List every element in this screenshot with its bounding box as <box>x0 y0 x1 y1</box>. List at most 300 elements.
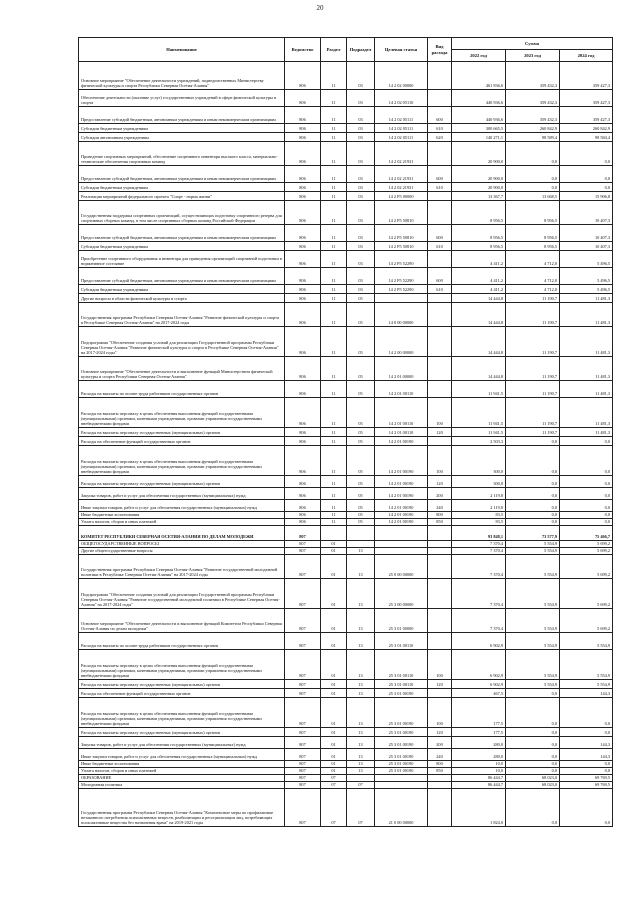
table-row <box>79 548 613 555</box>
row-sum-2022: 177,5 <box>452 698 506 728</box>
row-section: 11 <box>321 107 347 124</box>
row-sum-2024: 260 842,9 <box>560 124 613 133</box>
row-sum-2023: 8 956,5 <box>506 201 560 225</box>
row-sum-2023: 0,0 <box>506 488 560 500</box>
row-sum-2024: 5 496,5 <box>560 268 613 285</box>
table-row <box>79 689 613 698</box>
row-expense-type <box>428 327 452 357</box>
row-sum-2022: 83,5 <box>452 519 506 526</box>
table-row <box>79 775 613 782</box>
table-row <box>79 90 613 107</box>
row-sum-2023: 11 190,7 <box>506 327 560 357</box>
row-ministry: 806 <box>285 428 321 437</box>
row-subsection: 13 <box>347 761 375 768</box>
row-ministry: 806 <box>285 294 321 303</box>
row-expense-type: 600 <box>428 107 452 124</box>
row-target-article: 25 3 01 00190 <box>375 768 428 775</box>
row-subsection: 03 <box>347 183 375 192</box>
table-row <box>79 398 613 428</box>
table-row <box>79 526 613 541</box>
row-subsection: 05 <box>347 381 375 398</box>
row-subsection: 05 <box>347 476 375 488</box>
row-sum-2024: 0,0 <box>560 761 613 768</box>
row-target-article: 14 2 02 05111 <box>375 124 428 133</box>
row-target-article: 14 2 02 21931 <box>375 166 428 183</box>
table-row <box>79 381 613 398</box>
row-subsection <box>347 526 375 541</box>
row-sum-2024: 0,0 <box>560 142 613 166</box>
row-target-article: 14 2 01 00190 <box>375 437 428 446</box>
row-target-article: 14 2 P5 50810 <box>375 201 428 225</box>
row-section: 11 <box>321 381 347 398</box>
table-header <box>79 38 613 62</box>
row-section: 01 <box>321 761 347 768</box>
row-sum-2022: 11 941,5 <box>452 381 506 398</box>
row-sum-2022: 2 503,3 <box>452 437 506 446</box>
table-row <box>79 512 613 519</box>
row-subsection: 13 <box>347 609 375 633</box>
row-ministry: 807 <box>285 680 321 689</box>
table-row <box>79 633 613 650</box>
row-sum-2024: 5 699,2 <box>560 541 613 548</box>
row-target-article <box>375 526 428 541</box>
row-subsection: 13 <box>347 728 375 737</box>
row-sum-2023: 5 554,9 <box>506 633 560 650</box>
row-sum-2022: 93 848,1 <box>452 526 506 541</box>
row-expense-type: 800 <box>428 761 452 768</box>
table-row <box>79 737 613 749</box>
row-section: 11 <box>321 428 347 437</box>
row-target-article: 14 2 01 00190 <box>375 512 428 519</box>
row-sum-2023: 68 023,0 <box>506 775 560 782</box>
row-section: 11 <box>321 285 347 294</box>
row-subsection: 03 <box>347 225 375 242</box>
row-section: 11 <box>321 251 347 268</box>
row-sum-2024: 10 407,3 <box>560 225 613 242</box>
row-sum-2024: 10 407,3 <box>560 242 613 251</box>
row-ministry: 806 <box>285 268 321 285</box>
row-ministry: 806 <box>285 357 321 381</box>
row-subsection: 05 <box>347 488 375 500</box>
row-target-article: 14 2 02 21931 <box>375 142 428 166</box>
row-name: Расходы на выплаты персоналу в целях обеспечения выполнения функций государственными (муниципальными) органами, казенными учреждениями, органами управления государственными внебюджетными фондами <box>79 398 285 428</box>
table-row <box>79 124 613 133</box>
header-year-2024: 2024 год <box>560 50 613 62</box>
row-sum-2022: 8 956,5 <box>452 242 506 251</box>
header-name: Наименование <box>79 38 285 62</box>
row-sum-2024: 5 699,2 <box>560 548 613 555</box>
row-target-article: 14 2 02 05110 <box>375 90 428 107</box>
row-sum-2023: 68 023,0 <box>506 782 560 789</box>
row-target-article: 14 2 01 00190 <box>375 476 428 488</box>
row-sum-2023: 359 432,3 <box>506 62 560 90</box>
row-section: 11 <box>321 201 347 225</box>
table-row <box>79 268 613 285</box>
row-sum-2022: 4 411,2 <box>452 251 506 268</box>
row-name: Другие общегосударственные вопросы <box>79 548 285 555</box>
row-expense-type: 800 <box>428 512 452 519</box>
row-expense-type <box>428 251 452 268</box>
row-expense-type: 600 <box>428 268 452 285</box>
row-sum-2022: 1 824,0 <box>452 789 506 827</box>
row-subsection: 03 <box>347 242 375 251</box>
row-section: 11 <box>321 62 347 90</box>
row-target-article: 14 2 01 00190 <box>375 519 428 526</box>
row-name: Расходы на выплаты по оплате труда работников государственных органов <box>79 381 285 398</box>
row-name: Подпрограмма "Обеспечение создания условий для реализации Государственной программы Республики Северная Осетия-Алания "Развитие государственной молодежной политики в Республике Северная Осетия-Алания" на 2017-2024 годы" <box>79 579 285 609</box>
table-row <box>79 680 613 689</box>
row-sum-2023: 5 554,9 <box>506 541 560 548</box>
row-target-article: 25 0 00 00000 <box>375 555 428 579</box>
table-row <box>79 728 613 737</box>
row-ministry: 806 <box>285 437 321 446</box>
row-target-article <box>375 294 428 303</box>
row-expense-type: 610 <box>428 242 452 251</box>
row-ministry: 807 <box>285 650 321 680</box>
row-sum-2022: 140 271,1 <box>452 133 506 142</box>
row-sum-2022: 7 370,4 <box>452 541 506 548</box>
row-expense-type: 120 <box>428 680 452 689</box>
row-expense-type: 200 <box>428 737 452 749</box>
row-sum-2024: 11 481,3 <box>560 294 613 303</box>
row-section: 11 <box>321 294 347 303</box>
row-sum-2024: 10 407,3 <box>560 201 613 225</box>
row-subsection: 13 <box>347 768 375 775</box>
row-sum-2023: 4 712,0 <box>506 251 560 268</box>
row-sum-2023: 0,0 <box>506 789 560 827</box>
row-target-article: 25 3 01 00110 <box>375 633 428 650</box>
row-ministry: 807 <box>285 728 321 737</box>
row-sum-2023: 13 668,5 <box>506 192 560 201</box>
row-expense-type: 100 <box>428 446 452 476</box>
row-sum-2024: 69 769,5 <box>560 782 613 789</box>
row-sum-2022: 300,0 <box>452 446 506 476</box>
row-expense-type <box>428 579 452 609</box>
row-sum-2023: 11 190,7 <box>506 428 560 437</box>
table-row <box>79 555 613 579</box>
row-target-article: 21 0 00 00000 <box>375 789 428 827</box>
row-sum-2023: 5 554,9 <box>506 609 560 633</box>
table-row <box>79 761 613 768</box>
row-expense-type <box>428 526 452 541</box>
row-name: Государственная программа Республики Северная Осетия-Алания "Комплексные меры по профилактике незаконного потребления психоактивных веществ, реабилитации и ресоциализации лиц, потребляющих психоактивные вещества без назначения врача" на 2019-2021 годы <box>79 789 285 827</box>
row-target-article: 25 3 01 00190 <box>375 698 428 728</box>
row-name: Иные бюджетные ассигнования <box>79 512 285 519</box>
row-ministry: 807 <box>285 775 321 782</box>
row-expense-type <box>428 192 452 201</box>
row-section: 01 <box>321 541 347 548</box>
row-sum-2024: 5 496,5 <box>560 285 613 294</box>
row-section: 11 <box>321 437 347 446</box>
header-subsection: Подраздел <box>347 38 375 62</box>
table-row <box>79 519 613 526</box>
row-subsection: 05 <box>347 398 375 428</box>
row-sum-2023: 8 956,5 <box>506 225 560 242</box>
table-row <box>79 500 613 512</box>
row-expense-type <box>428 555 452 579</box>
table-row <box>79 183 613 192</box>
row-name: Молодежная политика <box>79 782 285 789</box>
row-sum-2024: 0,0 <box>560 437 613 446</box>
row-sum-2024: 0,0 <box>560 183 613 192</box>
row-target-article: 14 2 01 00110 <box>375 381 428 398</box>
row-sum-2023: 5 554,9 <box>506 680 560 689</box>
row-ministry: 807 <box>285 761 321 768</box>
row-sum-2024: 0,0 <box>560 728 613 737</box>
row-section: 01 <box>321 555 347 579</box>
row-expense-type <box>428 633 452 650</box>
header-section: Раздел <box>321 38 347 62</box>
row-target-article <box>375 775 428 782</box>
row-sum-2022: 300 665,5 <box>452 124 506 133</box>
row-ministry: 807 <box>285 737 321 749</box>
row-name: Субсидии бюджетным учреждениям <box>79 183 285 192</box>
table-body <box>79 62 613 827</box>
row-sum-2023: 0,0 <box>506 500 560 512</box>
row-subsection: 03 <box>347 285 375 294</box>
table-row <box>79 488 613 500</box>
row-sum-2023: 5 554,9 <box>506 548 560 555</box>
row-target-article: 14 2 01 00190 <box>375 446 428 476</box>
row-sum-2022: 440 936,6 <box>452 90 506 107</box>
table-row <box>79 62 613 90</box>
header-expense-type: Вид расхода <box>428 38 452 62</box>
row-sum-2023: 359 432,3 <box>506 107 560 124</box>
row-ministry: 806 <box>285 303 321 327</box>
row-name: Иные закупки товаров, работ и услуг для обеспечения государственных (муниципальных) нужд <box>79 749 285 761</box>
table-row <box>79 768 613 775</box>
row-target-article: 14 2 01 00000 <box>375 357 428 381</box>
row-expense-type: 100 <box>428 698 452 728</box>
row-expense-type <box>428 789 452 827</box>
row-name: Расходы на выплаты персоналу в целях обеспечения выполнения функций государственными (муниципальными) органами, казенными учреждениями, органами управления государственными внебюджетными фондами <box>79 446 285 476</box>
row-sum-2022: 14 444,8 <box>452 294 506 303</box>
row-ministry: 807 <box>285 579 321 609</box>
row-target-article: 14 2 P5 50810 <box>375 242 428 251</box>
table-row <box>79 303 613 327</box>
row-sum-2024: 11 481,3 <box>560 327 613 357</box>
row-sum-2022: 7 370,4 <box>452 579 506 609</box>
row-sum-2022: 2 119,8 <box>452 500 506 512</box>
row-sum-2024: 15 906,8 <box>560 192 613 201</box>
row-name: Субсидии бюджетным учреждениям <box>79 124 285 133</box>
row-section: 11 <box>321 142 347 166</box>
row-ministry: 806 <box>285 107 321 124</box>
table-row <box>79 285 613 294</box>
row-sum-2023: 11 190,7 <box>506 381 560 398</box>
row-subsection: 13 <box>347 555 375 579</box>
row-section: 11 <box>321 327 347 357</box>
header-year-2022: 2022 год <box>452 50 506 62</box>
row-sum-2024: 11 481,3 <box>560 398 613 428</box>
row-sum-2024: 5 554,9 <box>560 650 613 680</box>
row-expense-type <box>428 437 452 446</box>
row-name: Субсидии бюджетным учреждениям <box>79 285 285 294</box>
row-sum-2022: 20 900,0 <box>452 183 506 192</box>
row-subsection: 03 <box>347 201 375 225</box>
row-expense-type <box>428 609 452 633</box>
row-sum-2023: 0,0 <box>506 737 560 749</box>
row-section: 07 <box>321 775 347 782</box>
row-ministry: 806 <box>285 192 321 201</box>
row-section: 11 <box>321 398 347 428</box>
row-name: Расходы на выплаты по оплате труда работников государственных органов <box>79 633 285 650</box>
row-sum-2024: 144,3 <box>560 689 613 698</box>
row-name: Расходы на выплаты персоналу в целях обеспечения выполнения функций государственными (муниципальными) органами, казенными учреждениями, органами управления государственными внебюджетными фондами <box>79 698 285 728</box>
row-ministry: 806 <box>285 90 321 107</box>
row-expense-type: 120 <box>428 476 452 488</box>
row-sum-2022: 300,0 <box>452 476 506 488</box>
row-target-article <box>375 548 428 555</box>
row-target-article: 14 0 00 00000 <box>375 303 428 327</box>
table-row <box>79 609 613 633</box>
row-name: Предоставление субсидий бюджетным, автономным учреждениям и иным некоммерческим организациям <box>79 225 285 242</box>
row-subsection: 03 <box>347 90 375 107</box>
row-name: Реализация мероприятий федерального проекта "Спорт - норма жизни" <box>79 192 285 201</box>
table-row <box>79 437 613 446</box>
row-ministry: 806 <box>285 242 321 251</box>
row-subsection: 07 <box>347 789 375 827</box>
row-expense-type <box>428 201 452 225</box>
row-sum-2023: 0,0 <box>506 761 560 768</box>
row-sum-2023: 0,0 <box>506 142 560 166</box>
row-ministry: 807 <box>285 689 321 698</box>
row-target-article: 14 2 02 05111 <box>375 133 428 142</box>
row-section: 11 <box>321 500 347 512</box>
row-section: 01 <box>321 633 347 650</box>
row-sum-2022: 280,0 <box>452 737 506 749</box>
table-row <box>79 107 613 124</box>
row-sum-2023: 0,0 <box>506 749 560 761</box>
table-row <box>79 541 613 548</box>
row-sum-2023: 0,0 <box>506 728 560 737</box>
row-sum-2022: 83,5 <box>452 512 506 519</box>
row-sum-2023: 11 190,7 <box>506 303 560 327</box>
row-sum-2023: 0,0 <box>506 437 560 446</box>
row-sum-2022: 440 936,6 <box>452 107 506 124</box>
row-ministry: 807 <box>285 548 321 555</box>
row-section: 11 <box>321 124 347 133</box>
row-sum-2023: 0,0 <box>506 183 560 192</box>
row-sum-2024: 0,0 <box>560 500 613 512</box>
row-sum-2022: 280,0 <box>452 749 506 761</box>
table-row <box>79 192 613 201</box>
row-sum-2023: 359 432,3 <box>506 90 560 107</box>
table-row <box>79 698 613 728</box>
row-target-article: 25 3 01 00000 <box>375 609 428 633</box>
row-sum-2022: 177,5 <box>452 728 506 737</box>
row-expense-type: 620 <box>428 133 452 142</box>
row-section: 01 <box>321 698 347 728</box>
row-expense-type <box>428 689 452 698</box>
row-expense-type: 120 <box>428 428 452 437</box>
row-sum-2024: 5 496,5 <box>560 251 613 268</box>
row-ministry: 806 <box>285 327 321 357</box>
row-expense-type: 240 <box>428 500 452 512</box>
row-ministry: 806 <box>285 476 321 488</box>
row-name: Закупка товаров, работ и услуг для обеспечения государственных (муниципальных) нужд <box>79 488 285 500</box>
table-row <box>79 357 613 381</box>
row-name: Расходы на обеспечение функций государственных органов <box>79 437 285 446</box>
row-sum-2024: 98 584,4 <box>560 133 613 142</box>
row-sum-2022: 14 444,8 <box>452 357 506 381</box>
row-name: Другие вопросы в области физической культуры и спорта <box>79 294 285 303</box>
budget-table <box>78 37 613 827</box>
row-ministry: 807 <box>285 555 321 579</box>
row-sum-2023: 0,0 <box>506 512 560 519</box>
row-name: Иные закупки товаров, работ и услуг для обеспечения государственных (муниципальных) нужд <box>79 500 285 512</box>
row-name: Расходы на обеспечение функций государственных органов <box>79 689 285 698</box>
row-section: 01 <box>321 609 347 633</box>
row-expense-type <box>428 90 452 107</box>
row-sum-2023: 98 589,4 <box>506 133 560 142</box>
table-row <box>79 225 613 242</box>
row-sum-2022: 6 902,9 <box>452 680 506 689</box>
row-sum-2024: 11 481,3 <box>560 428 613 437</box>
row-expense-type <box>428 782 452 789</box>
row-ministry: 807 <box>285 609 321 633</box>
row-section: 01 <box>321 749 347 761</box>
row-expense-type: 120 <box>428 728 452 737</box>
row-name: Основное мероприятие "Обеспечение деятельности и выполнение функций Комитетом Республики Северная Осетия-Алания по делам молодежи" <box>79 609 285 633</box>
row-sum-2022: 6 902,9 <box>452 633 506 650</box>
row-section: 01 <box>321 768 347 775</box>
row-ministry: 806 <box>285 500 321 512</box>
table-row <box>79 142 613 166</box>
row-sum-2022: 6 902,9 <box>452 650 506 680</box>
row-name: Проведение спортивных мероприятий, обеспечение спортивного инвентаря высокого класса, материально-технические обеспечения спортивных команд <box>79 142 285 166</box>
row-subsection: 03 <box>347 166 375 183</box>
row-ministry: 806 <box>285 446 321 476</box>
row-ministry: 806 <box>285 251 321 268</box>
row-expense-type <box>428 548 452 555</box>
table-row <box>79 294 613 303</box>
row-subsection: 05 <box>347 500 375 512</box>
row-sum-2022: 4 411,2 <box>452 268 506 285</box>
row-sum-2024: 0,0 <box>560 768 613 775</box>
row-ministry: 807 <box>285 789 321 827</box>
row-ministry: 806 <box>285 124 321 133</box>
row-sum-2023: 0,0 <box>506 698 560 728</box>
row-ministry: 807 <box>285 749 321 761</box>
row-subsection: 13 <box>347 737 375 749</box>
row-name: Субсидии автономным учреждениям <box>79 133 285 142</box>
row-sum-2024: 5 554,9 <box>560 680 613 689</box>
row-name: Закупка товаров, работ и услуг для обеспечения государственных (муниципальных) нужд <box>79 737 285 749</box>
row-sum-2023: 4 712,0 <box>506 268 560 285</box>
row-expense-type <box>428 62 452 90</box>
row-sum-2022: 2 119,8 <box>452 488 506 500</box>
row-sum-2023: 11 190,7 <box>506 294 560 303</box>
row-target-article: 14 2 02 05111 <box>375 107 428 124</box>
row-section: 11 <box>321 225 347 242</box>
row-section: 11 <box>321 488 347 500</box>
row-name: Расходы на выплаты персоналу государственных (муниципальных) органов <box>79 728 285 737</box>
row-sum-2024: 5 699,2 <box>560 579 613 609</box>
row-name: Основное мероприятие "Обеспечение деятельности и выполнение функций Министерством физической культуры и спорта Республики Северная Осетия-Алания" <box>79 357 285 381</box>
row-section: 01 <box>321 680 347 689</box>
row-sum-2022: 8 956,5 <box>452 201 506 225</box>
row-target-article: 25 3 00 00000 <box>375 579 428 609</box>
row-section: 11 <box>321 268 347 285</box>
row-sum-2022: 14 444,8 <box>452 327 506 357</box>
row-target-article: 25 3 01 00190 <box>375 761 428 768</box>
row-name: Подпрограмма "Обеспечение создания условий для реализации Государственной программы Республики Северная Осетия-Алания "Развитие физической культуры и спорта в Республике Северная Осетия-Алания" на 2017-2024 годы" <box>79 327 285 357</box>
row-subsection: 13 <box>347 749 375 761</box>
row-target-article <box>375 782 428 789</box>
row-name: Уплата налогов, сборов и иных платежей <box>79 768 285 775</box>
row-sum-2023: 73 577,9 <box>506 526 560 541</box>
